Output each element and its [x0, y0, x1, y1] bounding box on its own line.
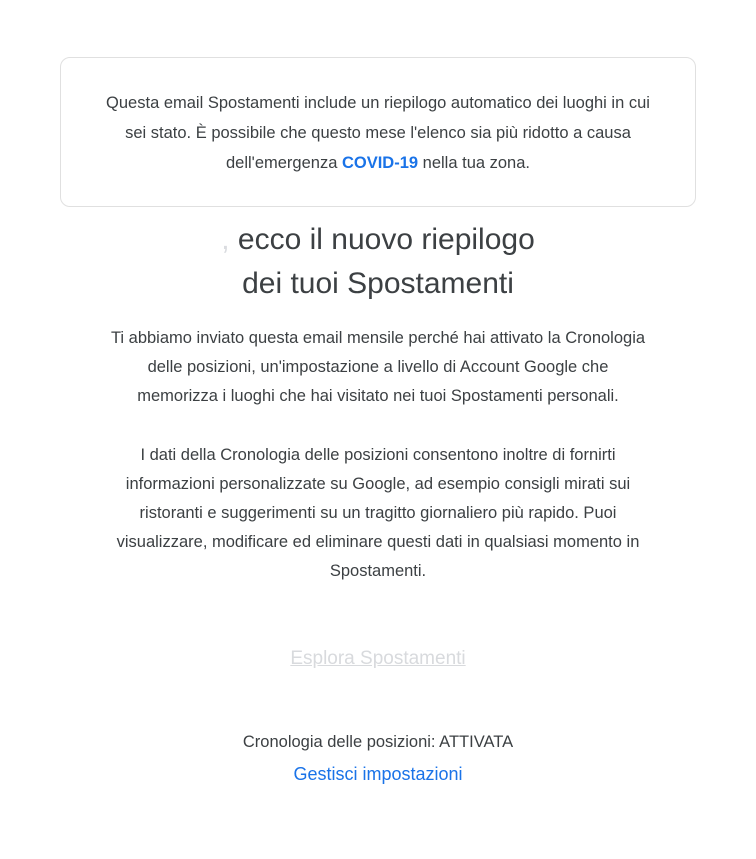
location-history-status: Cronologia delle posizioni: ATTIVATA — [242, 733, 514, 751]
body-section — [108, 324, 648, 586]
page-title — [0, 218, 756, 306]
covid-notice-card — [60, 57, 696, 207]
notice-text-part2: nella tua zona. — [418, 154, 530, 172]
notice-text-part1: Questa email Spostamenti include un riepilogo automatico dei luoghi in cui sei stato. È possibile che questo mese l'elenco sia più ridotto a causa dell'emergenza — [106, 94, 650, 172]
headline-line1: ecco il nuovo riepilogo — [237, 223, 535, 256]
covid-19-link[interactable]: COVID-19 — [341, 154, 419, 172]
headline-line2: dei tuoi Spostamenti — [242, 267, 514, 300]
cta-section — [0, 640, 756, 678]
body-paragraph-1: Ti abbiamo inviato questa email mensile perché hai attivato la Cronologia delle posizioni, un'impostazione a livello di Account Google che memorizza i luoghi che hai visitato nei tuoi Spostamenti personali. — [110, 329, 646, 405]
manage-settings-link[interactable]: Gestisci impostazioni — [293, 764, 463, 784]
headline-greeting: , — [221, 223, 230, 256]
headline-section — [0, 218, 756, 306]
body-paragraph-2: I dati della Cronologia delle posizioni consentono inoltre di fornirti informazioni personalizzate su Google, ad esempio consigli mirati sui ristoranti e suggerimenti su un tragitto giornaliero più rapido. Puoi visualizzare, modificare ed eliminare questi dati in qualsiasi momento in Spostamenti. — [116, 446, 640, 580]
explore-spostamenti-button[interactable]: Esplora Spostamenti — [290, 648, 466, 669]
footer-section — [0, 728, 756, 788]
notice-text — [101, 88, 655, 178]
